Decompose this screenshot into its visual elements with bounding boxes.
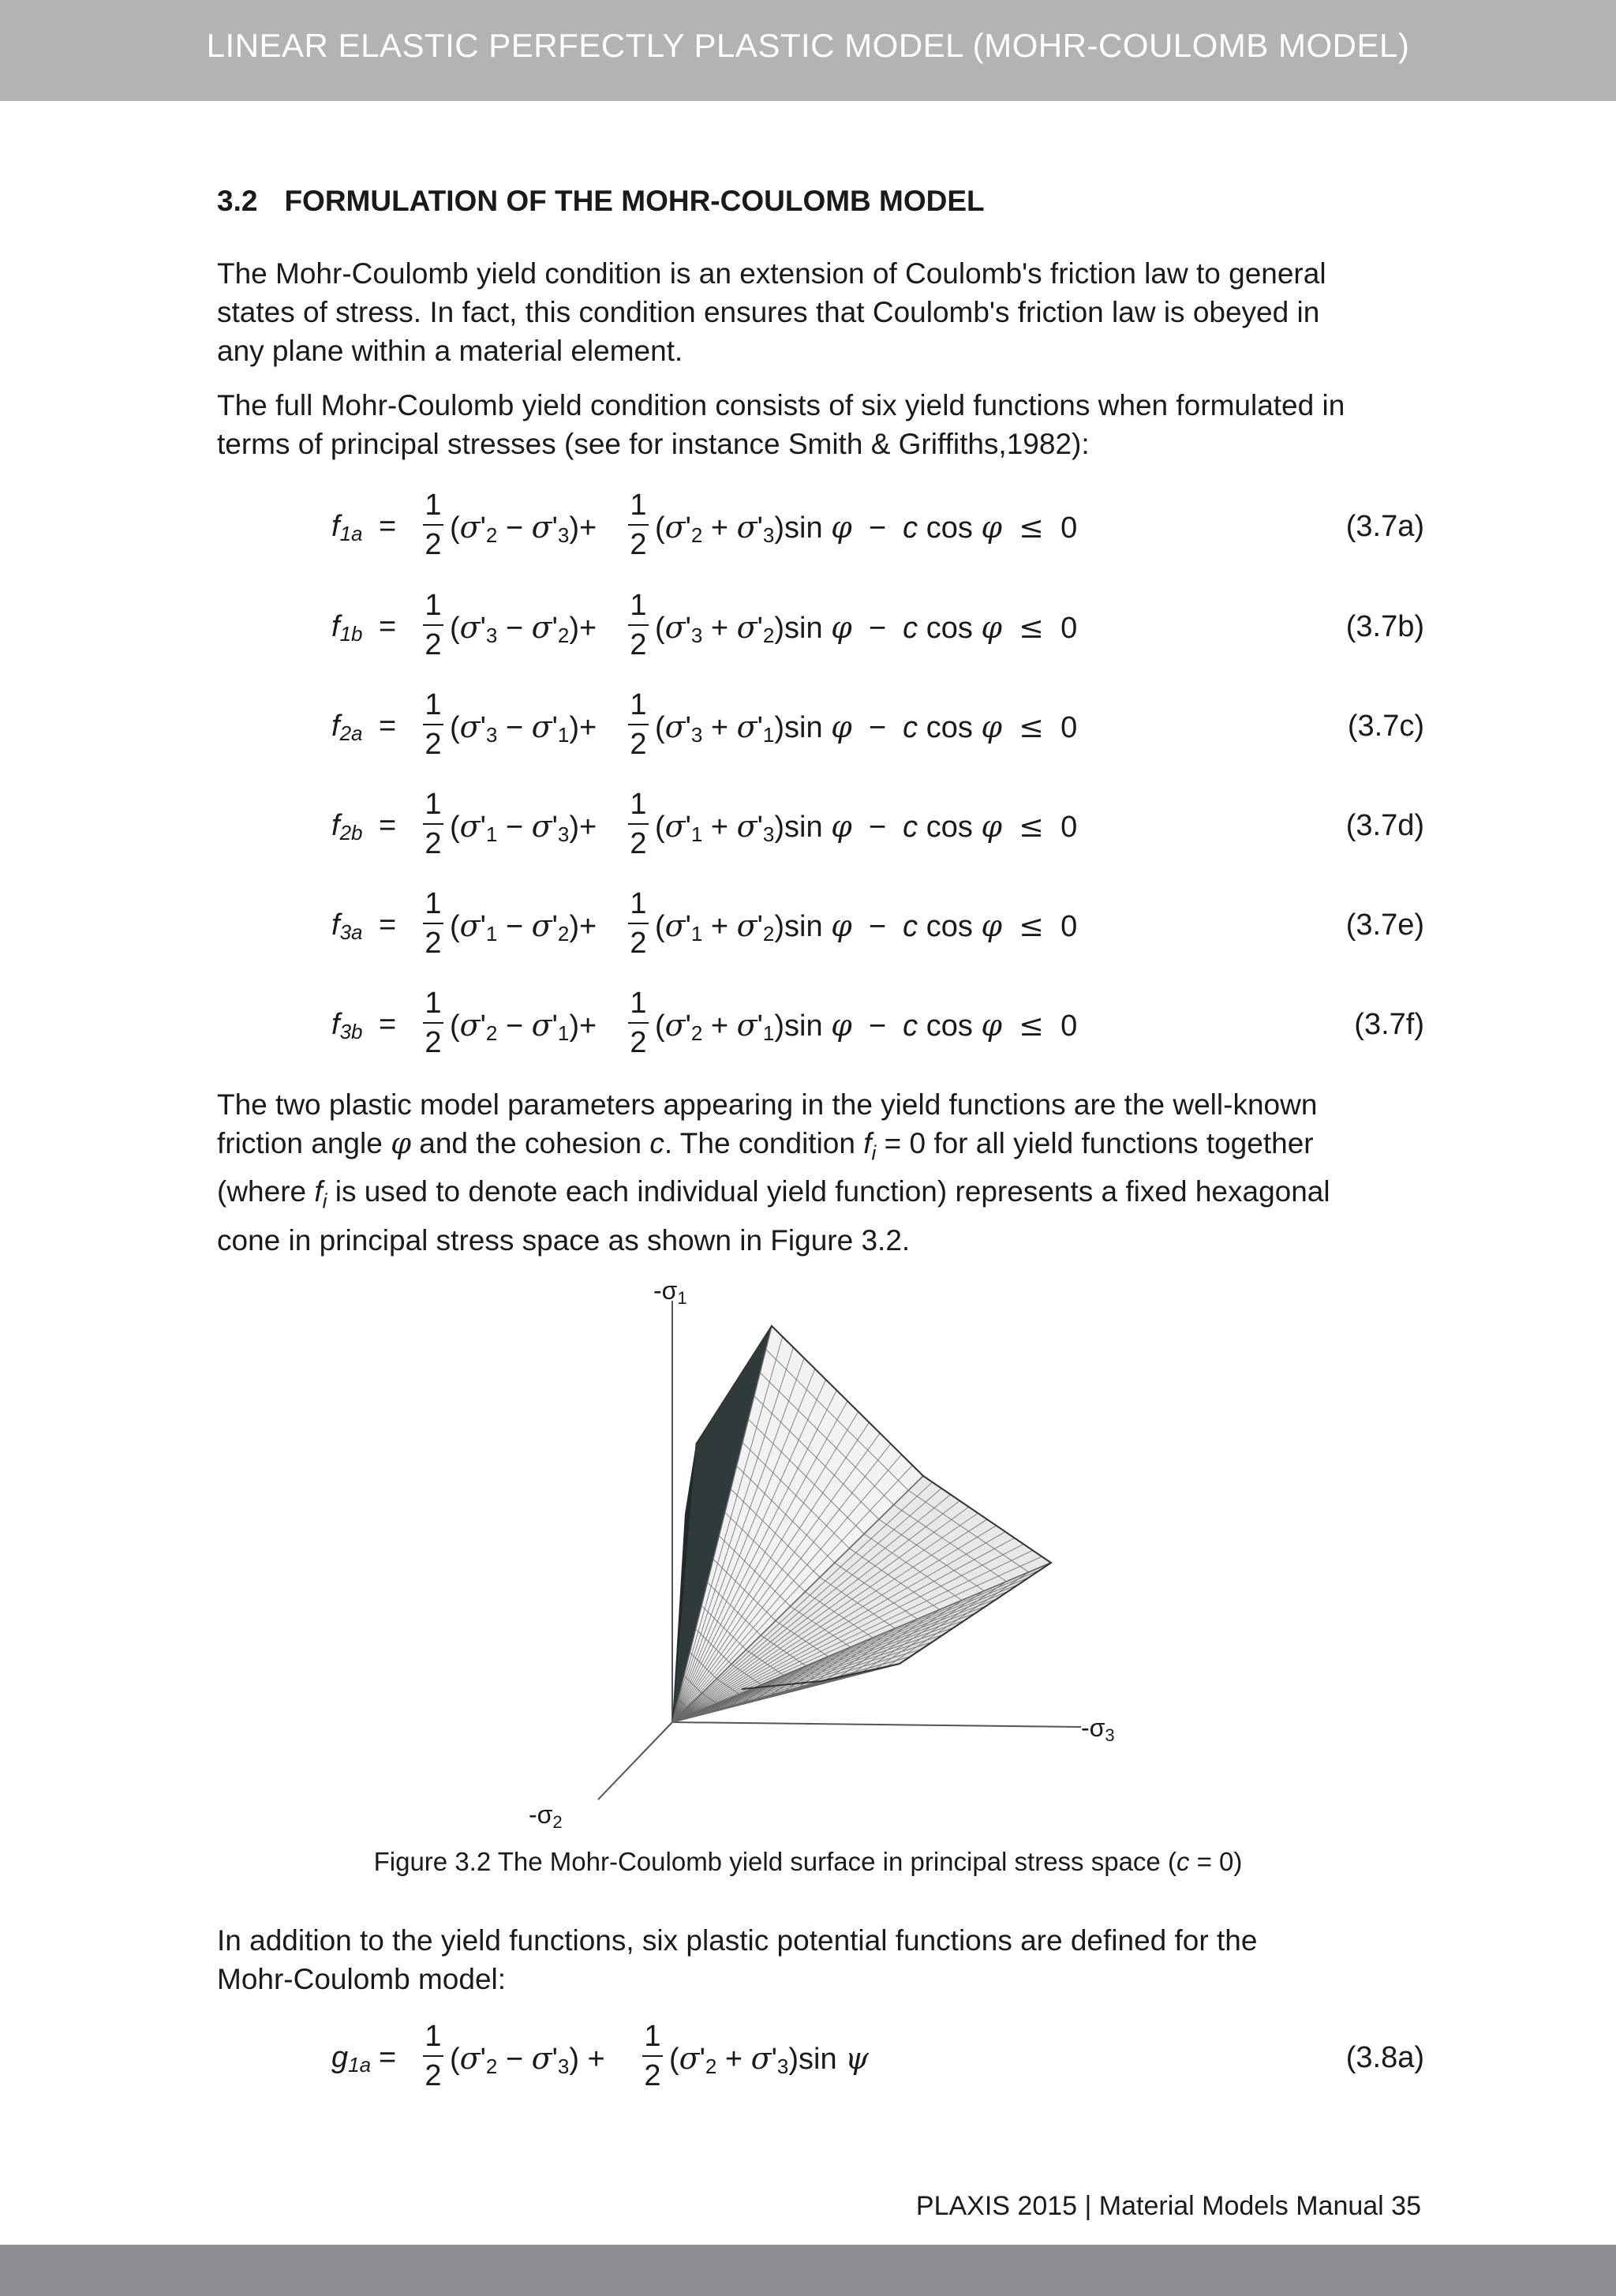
equals-sign: =	[379, 510, 397, 543]
f-symbol: f	[314, 1175, 323, 1208]
axis-sigma1-label: -σ1	[653, 1279, 687, 1308]
yield-equation-row	[331, 986, 1424, 1073]
yield-equation-row	[331, 488, 1424, 575]
stress-sum: $(\sigma'_2 + \sigma'_3)\sin$ ψ	[669, 2041, 869, 2078]
axis-sigma3-line	[672, 1722, 1081, 1727]
equals-sign: =	[379, 610, 397, 643]
paragraph-line: In addition to the yield functions, six plastic potential functions are defined for the	[217, 1924, 1258, 1957]
stress-difference: $(\sigma'_3 - \sigma'_2)+$	[450, 610, 597, 647]
paragraph-line: The Mohr-Coulomb yield condition is an extension of Coulomb's friction law to general	[217, 257, 1326, 290]
stress-sum: $(\sigma'_2 + \sigma'_3)\sin$ φ − c cos φ ≤ 0	[655, 510, 1078, 547]
fraction-one-half: 1 2	[420, 787, 447, 861]
function-name: $f_{1a}$	[331, 510, 363, 545]
equals-sign: =	[379, 908, 397, 942]
paragraph-line	[217, 1124, 1416, 1172]
equation-number: (3.7d)	[1345, 809, 1424, 842]
paragraph-line: cone in principal stress space as shown in Figure 3.2.	[217, 1223, 911, 1257]
i-subscript: i	[871, 1141, 877, 1165]
axis-sigma2-line	[598, 1722, 672, 1800]
fraction-one-half: 1 2	[625, 886, 652, 961]
paragraph-line: The full Mohr-Coulomb yield condition consists of six yield functions when formulated in	[217, 389, 1345, 421]
fraction-one-half: 1 2	[420, 886, 447, 961]
caption-c: c	[1176, 1847, 1190, 1876]
text-run: . The condition	[664, 1127, 864, 1159]
fraction-one-half: 1 2	[420, 986, 447, 1060]
text-run: = 0 for all yield functions together	[876, 1127, 1314, 1159]
fraction-one-half: 1 2	[420, 687, 447, 762]
function-name: $f_{3b}$	[331, 1008, 363, 1043]
stress-difference: $(\sigma'_2 - \sigma'_1)+$	[450, 1008, 597, 1045]
paragraph-line: terms of principal stresses (see for instance Smith & Griffiths,1982):	[217, 428, 1090, 460]
f-symbol: f	[863, 1127, 872, 1159]
function-name: $f_{2b}$	[331, 809, 363, 845]
paragraph-line: The two plastic model parameters appearing in the yield functions are the well-known	[217, 1088, 1318, 1121]
yield-surface-figure	[489, 1279, 1152, 1831]
yield-equation-row	[331, 687, 1424, 774]
caption-text: = 0)	[1189, 1847, 1243, 1876]
yield-equation-row	[331, 787, 1424, 874]
paragraph-intro	[217, 254, 1416, 370]
fraction-one-half: 1 2	[420, 488, 447, 562]
i-subscript: i	[322, 1189, 327, 1213]
cohesion-symbol: c	[649, 1127, 664, 1159]
header-title: LINEAR ELASTIC PERFECTLY PLASTIC MODEL (MOHR-COULOMB MODEL)	[206, 27, 1410, 64]
paragraph-yield-conditions	[217, 386, 1416, 463]
equation-number: (3.7a)	[1345, 510, 1424, 543]
function-name: $f_{2a}$	[331, 710, 363, 745]
equals-sign: =	[379, 1008, 397, 1041]
fraction-one-half: 1 2	[420, 588, 447, 662]
figure-caption	[0, 1847, 1616, 1877]
stress-difference: $(\sigma'_1 - \sigma'_3)+$	[450, 809, 597, 846]
equation-number: (3.8a)	[1345, 2041, 1424, 2074]
yield-equation-row	[331, 886, 1424, 973]
stress-difference: $(\sigma'_2 - \sigma'_3)$ +	[450, 2041, 605, 2078]
axis-sigma2-label: -σ2	[529, 1800, 563, 1831]
section-number: 3.2	[217, 185, 258, 217]
text-run: and the cohesion	[411, 1127, 650, 1159]
equals-sign: =	[379, 809, 397, 842]
stress-difference: $(\sigma'_3 - \sigma'_1)+$	[450, 710, 597, 747]
fraction-one-half: 1 2	[625, 687, 652, 762]
fraction-one-half: 1 2	[625, 986, 652, 1060]
equation-number: (3.7f)	[1354, 1008, 1424, 1041]
paragraph-line: any plane within a material element.	[217, 335, 683, 367]
function-name: $f_{1b}$	[331, 610, 363, 646]
phi-symbol: φ	[391, 1126, 411, 1160]
paragraph-line: Mohr-Coulomb model:	[217, 1963, 507, 1995]
section-heading	[217, 185, 985, 218]
stress-difference: $(\sigma'_1 - \sigma'_2)+$	[450, 908, 597, 946]
stress-sum: $(\sigma'_3 + \sigma'_1)\sin$ φ − c cos φ ≤ 0	[655, 710, 1078, 747]
caption-text: Figure 3.2 The Mohr-Coulomb yield surface in principal stress space (	[373, 1847, 1176, 1876]
text-run: is used to denote each individual yield function) represents a fixed hexagonal	[327, 1175, 1330, 1208]
potential-equation-row	[331, 2019, 1424, 2106]
equation-number: (3.7c)	[1347, 710, 1424, 743]
fraction-one-half: 1 2	[625, 588, 652, 662]
footer-bar	[0, 2245, 1616, 2296]
paragraph-line: states of stress. In fact, this condition ensures that Coulomb's friction law is obeyed in	[217, 296, 1320, 328]
function-name: $f_{3a}$	[331, 908, 363, 944]
page-footer: PLAXIS 2015 | Material Models Manual 35	[915, 2191, 1421, 2221]
equation-number: (3.7e)	[1345, 908, 1424, 942]
fraction-one-half: 1 2	[639, 2019, 666, 2093]
axis-sigma3-label: -σ3	[1081, 1714, 1115, 1745]
equation-number: (3.7b)	[1345, 610, 1424, 643]
stress-difference: $(\sigma'_2 - \sigma'_3)+$	[450, 510, 597, 547]
equals-sign: =	[379, 710, 397, 743]
equals-sign: =	[379, 2041, 397, 2074]
section-title-text: FORMULATION OF THE MOHR-COULOMB MODEL	[284, 185, 985, 217]
fraction-one-half: 1 2	[625, 787, 652, 861]
text-run: friction angle	[217, 1127, 391, 1159]
paragraph-line	[217, 1172, 1416, 1220]
yield-equation-row	[331, 588, 1424, 675]
paragraph-potential-functions	[217, 1921, 1416, 1998]
function-name: $g_{1a}$	[331, 2041, 372, 2077]
stress-sum: $(\sigma'_2 + \sigma'_1)\sin$ φ − c cos φ ≤ 0	[655, 1008, 1078, 1045]
fraction-one-half: 1 2	[420, 2019, 447, 2093]
header-bar	[0, 0, 1616, 101]
stress-sum: $(\sigma'_1 + \sigma'_2)\sin$ φ − c cos φ ≤ 0	[655, 908, 1078, 946]
paragraph-parameters	[217, 1085, 1416, 1260]
text-run: (where	[217, 1175, 315, 1208]
stress-sum: $(\sigma'_3 + \sigma'_2)\sin$ φ − c cos φ ≤ 0	[655, 610, 1078, 647]
stress-sum: $(\sigma'_1 + \sigma'_3)\sin$ φ − c cos φ ≤ 0	[655, 809, 1078, 846]
fraction-one-half: 1 2	[625, 488, 652, 562]
